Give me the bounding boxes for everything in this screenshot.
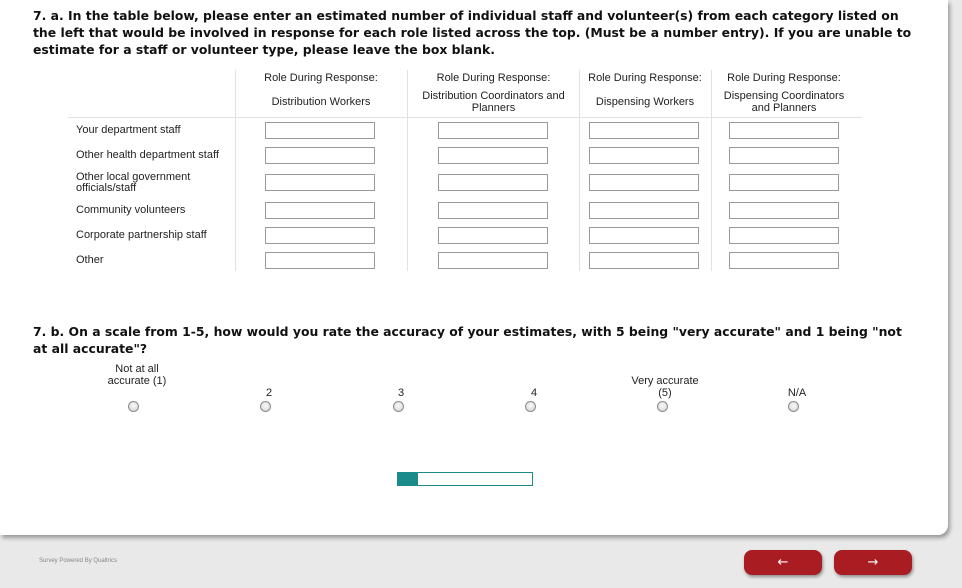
entry-local-gov-dispensing-workers[interactable] bbox=[589, 174, 699, 191]
column-divider bbox=[407, 70, 408, 271]
entry-other-dispensing-workers[interactable] bbox=[589, 252, 699, 269]
entry-other-health-dispensing-coordinators[interactable] bbox=[729, 147, 839, 164]
radio-rating-1[interactable] bbox=[128, 401, 139, 412]
entry-other-health-dispensing-workers[interactable] bbox=[589, 147, 699, 164]
entry-other-distribution-workers[interactable] bbox=[265, 252, 375, 269]
entry-volunteers-dispensing-coordinators[interactable] bbox=[729, 202, 839, 219]
column-header-line2: Dispensing Coordinators and Planners bbox=[723, 90, 845, 114]
column-header-distribution-coordinators bbox=[408, 72, 579, 116]
scale-label-1: Not at all accurate (1) bbox=[107, 363, 167, 387]
column-header-dispensing-coordinators bbox=[712, 72, 856, 116]
row-label-other: Other bbox=[76, 254, 104, 266]
column-divider bbox=[579, 70, 580, 271]
entry-other-health-distribution-coordinators[interactable] bbox=[438, 147, 548, 164]
entry-volunteers-dispensing-workers[interactable] bbox=[589, 202, 699, 219]
entry-other-health-distribution-workers[interactable] bbox=[265, 147, 375, 164]
radio-rating-4[interactable] bbox=[525, 401, 536, 412]
entry-local-gov-distribution-workers[interactable] bbox=[265, 174, 375, 191]
scale-label-5: Very accurate (5) bbox=[631, 375, 699, 399]
column-header-line1: Role During Response: bbox=[727, 72, 841, 84]
scale-label-2: 2 bbox=[265, 387, 273, 399]
row-label-community-volunteers: Community volunteers bbox=[76, 204, 186, 216]
scale-label-3: 3 bbox=[397, 387, 405, 399]
column-header-line1: Role During Response: bbox=[588, 72, 702, 84]
footer-powered-by: Survey Powered By Qualtrics bbox=[39, 558, 118, 564]
entry-corporate-dispensing-workers[interactable] bbox=[589, 227, 699, 244]
row-label-corporate-partnership-staff: Corporate partnership staff bbox=[76, 229, 207, 241]
radio-rating-3[interactable] bbox=[393, 401, 404, 412]
column-header-distribution-workers bbox=[236, 72, 406, 116]
entry-corporate-dispensing-coordinators[interactable] bbox=[729, 227, 839, 244]
entry-volunteers-distribution-workers[interactable] bbox=[265, 202, 375, 219]
scale-label-na: N/A bbox=[787, 387, 807, 399]
column-header-line2: Distribution Coordinators and Planners bbox=[422, 90, 565, 114]
radio-rating-2[interactable] bbox=[260, 401, 271, 412]
column-header-line1: Role During Response: bbox=[264, 72, 378, 84]
progress-bar bbox=[397, 472, 533, 486]
column-header-line2: Distribution Workers bbox=[271, 96, 371, 108]
row-label-your-department-staff: Your department staff bbox=[76, 124, 181, 136]
scale-label-4: 4 bbox=[530, 387, 538, 399]
next-button[interactable]: → bbox=[834, 550, 912, 575]
back-button[interactable]: ← bbox=[744, 550, 822, 575]
radio-rating-5[interactable] bbox=[657, 401, 668, 412]
entry-your-dept-distribution-coordinators[interactable] bbox=[438, 122, 548, 139]
entry-your-dept-dispensing-workers[interactable] bbox=[589, 122, 699, 139]
entry-corporate-distribution-workers[interactable] bbox=[265, 227, 375, 244]
column-header-line1: Role During Response: bbox=[436, 72, 551, 84]
question-7a-text: 7. a. In the table below, please enter an estimated number of individual staff and volunteer(s) from each category listed on the left that would be involved in response for each role listed across the top. (Must be a number entry). If you are unable to estimate for a staff or volunteer type, please leave the box blank. bbox=[33, 8, 912, 57]
entry-local-gov-dispensing-coordinators[interactable] bbox=[729, 174, 839, 191]
entry-local-gov-distribution-coordinators[interactable] bbox=[438, 174, 548, 191]
entry-other-dispensing-coordinators[interactable] bbox=[729, 252, 839, 269]
column-divider bbox=[711, 70, 712, 271]
row-label-other-health-department-staff: Other health department staff bbox=[76, 149, 219, 161]
column-header-dispensing-workers bbox=[580, 72, 710, 116]
entry-volunteers-distribution-coordinators[interactable] bbox=[438, 202, 548, 219]
question-7b-text: 7. b. On a scale from 1-5, how would you rate the accuracy of your estimates, with 5 being "very accurate" and 1 being "not at all accurate"? bbox=[33, 324, 902, 356]
header-divider bbox=[68, 117, 862, 118]
radio-rating-na[interactable] bbox=[788, 401, 799, 412]
column-header-line2: Dispensing Workers bbox=[595, 96, 695, 108]
entry-your-dept-distribution-workers[interactable] bbox=[265, 122, 375, 139]
progress-bar-fill bbox=[398, 473, 418, 485]
row-label-other-local-government: Other local government officials/staff bbox=[76, 171, 191, 194]
entry-other-distribution-coordinators[interactable] bbox=[438, 252, 548, 269]
entry-corporate-distribution-coordinators[interactable] bbox=[438, 227, 548, 244]
column-divider bbox=[235, 70, 236, 271]
entry-your-dept-dispensing-coordinators[interactable] bbox=[729, 122, 839, 139]
